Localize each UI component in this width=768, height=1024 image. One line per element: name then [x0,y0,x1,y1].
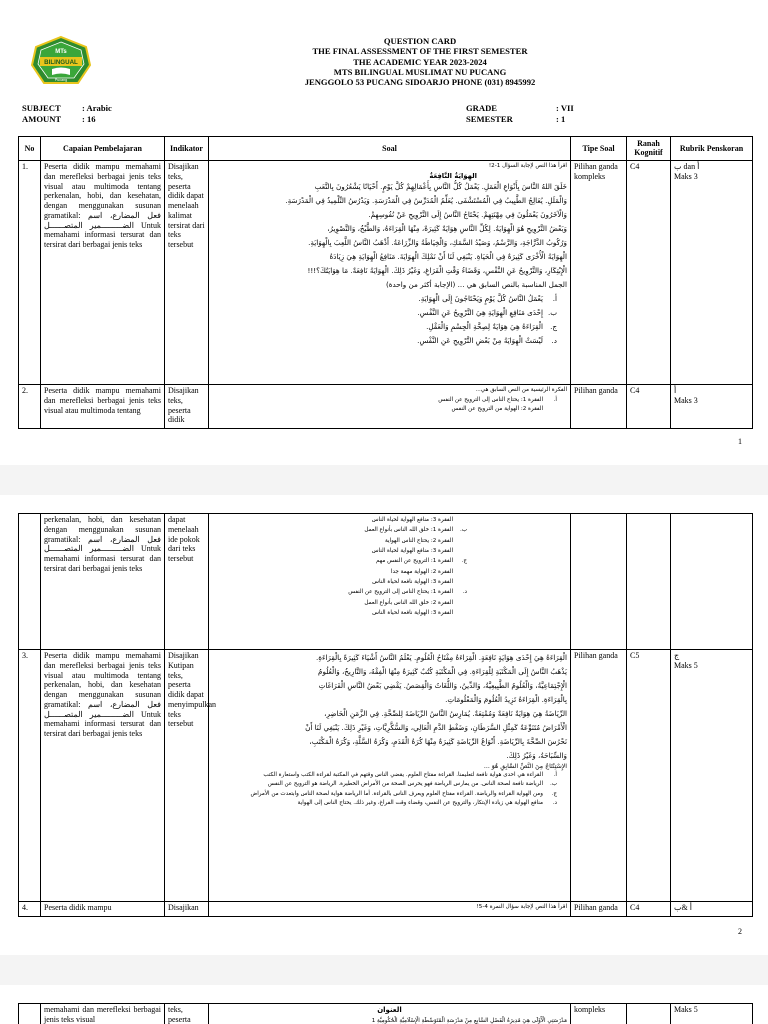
row-capaian: memahami dan merefleksi berbagai jenis teks visual [41,1004,165,1024]
table-row-question-2 [19,385,753,429]
header-line: MTS BILINGUAL MUSLIMAT NU PUCANG [333,66,507,77]
passage-line: الْهِوَايَةُ الْأُخْرَى كَثِيرَةٌ فِي الْحَيَاةِ. يَنْبَغِي لَنَا أَنْ نَمْلِكَ الْهِوَايَةَ. مَنَافِعُ الْهِوَايَةِ هِيَ زِيَادَةُ [329,251,567,261]
rubrik-score: Maks 3 [674,395,698,405]
row-rubrik [671,161,753,385]
row-rubrik [671,514,753,650]
header-tipe: Tipe Soal [571,137,627,161]
option-line: ج. الفقرة 1: الترويح عن النفس مهم [376,558,467,565]
soal-options [212,515,567,618]
option-line: ب. الفقرة 1: خلق الله الناس بأنواع العمل [364,527,467,534]
option-item: الفقرة 2: الهواية من الترويح عن النفس [451,406,543,412]
soal-question: الجمل المناسبة بالنص السابق هي ... (الإجابة أكثر من واحدة) [385,280,567,289]
question-table-page-1 [18,136,753,429]
row-indikator: Disajikan teks, peserta didik [165,385,209,429]
row-capaian: Peserta didik mampu memahami dan merefleksi berbagai jenis teks visual atau multimoda tentang perkenalan, hobi, dan kesehatan, dengan menggunakan susunan gramatikal: فعل المضارع، اسم الضـــــــــمير المتصــــــل Untuk memahami informasi tersurat dan tersirat dari berbagai jenis teks [41,161,165,385]
option-item: د. لَيْسَتْ الْهِوَايَةُ مِنْ بَعْضِ التَّرْوِيحِ عَنِ النَّفْسِ. [417,336,557,346]
row-tipe: kompleks [571,1004,627,1024]
row-no [19,514,41,650]
rubrik-answer: ب dan أ [674,162,700,171]
subject-label: SUBJECT [22,103,61,113]
grade-label: GRADE [466,103,498,113]
semester-value: : 1 [556,114,566,124]
row-soal [209,514,571,650]
passage-line: الْأَمْرَاضُ مُتَنَوِّعَةٌ كَمِثْلِ السَّرَطَانِ، وَضَغْطِ الدَّمِ الْعَالِي، وَالسُّكَّرِيَّاتِ، وَغَيْرِ ذَلِكَ. يَنْبَغِي لَنَا أَنْ [305,723,567,733]
row-no: 2. [19,385,41,429]
option-item: أ. يَعْمَلُ النَّاسُ كُلَّ يَوْمٍ وَيَحْتَاجُونَ إِلَى الْهِوَايَةِ. [418,294,557,304]
row-indikator: teks, peserta [165,1004,209,1024]
soal-instruction: اقرأ هذا النص لإجابة سؤال النمرة 4-5! [476,904,567,910]
header-line: THE ACADEMIC YEAR 2023-2024 [353,56,487,67]
document-header [150,36,690,88]
rubrik-answer: ج [674,651,680,660]
header-ranah: Ranah Kognitif [627,137,671,161]
passage-line: خَلَقَ اللهُ النَّاسَ بِأَنْوَاعِ الْعَمَلِ. يَعْمَلُ كُلُّ النَّاسِ بِأَعْمَالِهِمْ كُلَّ يَوْمٍ. أَحْيَانًا يَشْعُرُونَ بِالتَّعَبِ [314,181,567,191]
row-rubrik: أ &ب [671,902,753,917]
table-row-question-2-continued [19,514,753,650]
option-line: الفقرة 3: منافع الهواية لحياة الناس [371,517,453,523]
header-line: JENGGOLO 53 PUCANG SIDOARJO PHONE (031) 8945992 [304,77,536,88]
row-soal [209,161,571,385]
soal-question: الفكرة الرئيسية من النص السابق هي... [475,387,567,393]
passage-line: وَالْمَلَلِ. يُعَالِجُ الطَّبِيبُ فِي الْمُسْتَشْفَى. يُعَلِّمُ الْمُدَرِّسُ فِي الْمَدْرَسَةِ. وَيَدْرُسُ التِّلْمِيذُ فِي الْمَدْرَسَةِ. [285,195,567,205]
row-soal [209,902,571,917]
option-item: د. منافع الهواية هي زيادة الإبتكار، والترويح عن النفس، وقضاء وقت الفراغ، وغير ذلك. يحتاج الناس إلى الهواية [297,800,557,807]
row-rubrik: Maks 5 [671,1004,753,1024]
row-no [19,1004,41,1024]
option-item: ج. الْقِرَاءَةُ هِيَ هِوَايَةٌ لِصِحَّةِ الْجِسْمِ وَالْعَقْلِ. [426,322,557,332]
table-row-question-1 [19,161,753,385]
logo-bottom-text: Pucang [54,78,68,82]
grade-value: : VII [556,103,574,113]
soal-options [212,771,567,809]
amount-value: : 16 [82,114,96,124]
soal-passage [212,180,567,292]
row-capaian: Peserta didik mampu memahami dan merefleksi berbagai jenis teks visual atau multimoda tentang perkenalan, hobi, dan kesehatan dengan menggunakan susunan gramatikal: فعل المضارع، اسم الضـــــــــمير المتصــــــل Untuk memahami informasi tersurat dan tersirat dari berbagai jenis teks [41,650,165,902]
passage-line: يَذْهَبُ النَّاسُ إِلَى الْمَكْتَبَةِ لِلْقِرَاءَةِ. فِي الْمَكْتَبَةِ كُتُبٌ كَثِيرَةٌ مِنْهَا الْفِقْهُ، وَالتَّارِيخُ، وَالْعُلُومُ [318,667,567,677]
passage-line: مَدْرَسَتِي الْأَوْلَى هِيَ مُدِيرَةُ الْفَصْلِ السَّابِعِ مِنْ مَدْرَسَةِ الْمُتَوَسِّطَةِ الْإِسْلَامِيَّةِ الْحُكُومِيَّةِ 1 [371,1017,567,1024]
soal-question: الإِسْتِنْتَاجُ مِنَ النَّصِّ السَّابِقِ هُوَ ... [483,763,567,771]
row-rubrik [671,385,753,429]
row-no: 4. [19,902,41,917]
rubrik-score: Maks 3 [674,171,698,181]
logo-text: BILINGUAL [44,59,78,66]
table-row-question-4 [19,902,753,917]
row-ranah [627,1004,671,1024]
option-item: ب. إِحْدَى مَنَافِعِ الْهِوَايَةِ هِيَ التَّرْوِيحُ عَنِ النَّفْسِ. [417,308,557,318]
amount-label: AMOUNT [22,114,62,124]
table-header-row [19,137,753,161]
row-tipe: Pilihan ganda [571,902,627,917]
question-table-page-3 [18,1003,753,1024]
soal-title: الهِوَايَةُ النَّافِعَةُ [429,171,477,180]
row-indikator: Disajikan [165,902,209,917]
row-tipe: Pilihan ganda [571,385,627,429]
page-number: 2 [738,927,742,936]
passage-line: وَرُكُوبُ الدَّرَّاجَةِ، وَالرَّسْمُ، وَصَيْدُ السَّمَكِ، وَالْخِيَاطَةُ وَالزِّرَاعَةُ. أَذْهَبُ النَّاسُ اللَّعِبَ بِالْهِوَايَةِ. [308,237,567,247]
question-table-page-2 [18,513,753,917]
option-item: أ. القراءة هي احدى هواية نافعة لتعليمنا. القراءة مفتاح العلوم. يقضي الناس وقتهم في المكتبة لقراءة الكتب واستعارة الكتب [263,771,557,778]
option-line: الفقرة 3: منافع الهواية لحياة الناس [371,548,453,555]
subject-value: : Arabic [82,103,112,113]
row-indikator: dapat menelaah ide pokok dari teks tersebut [165,514,209,650]
soal-options [212,396,567,415]
header-indikator: Indikator [165,137,209,161]
row-ranah [627,514,671,650]
passage-line: الرِّيَاضَةُ هِيَ هِوَايَةٌ نَافِعَةٌ وَمُمْتِعَةٌ. يُمَارِسُ النَّاسُ الرِّيَاضَةَ لِلصِّحَّةِ. فِي الزَّمَنِ الْحَاضِرِ، [324,709,567,719]
passage-line: بِالْقِرَاءَةِ. الْقِرَاءَةُ تَزِيدُ الْعُلُومَ وَالْمَعْلُومَاتِ. [445,695,567,705]
semester-label: SEMESTER [466,114,513,124]
page-number: 1 [738,437,742,446]
option-line: الفقرة 2: خلق الله الناس بأنواع العمل [364,599,453,606]
passage-line: الْإِجْتِمَاعِيَّةُ، وَالْعُلُومُ الطَّبِيعِيَّةُ، وَالدِّينُ، وَاللُّغَاتُ وَالْقِصَصُ. يَقْضِي بَعْضُ النَّاسِ الْفَرَاغَاتِ [318,681,567,691]
option-line: الفقرة 2: الهواية مهمة جدا [390,568,453,575]
school-logo [30,35,92,87]
row-soal [209,1004,571,1024]
option-line: الفقرة 3: الهواية نافعة لحياة الناس [372,579,453,586]
header-capaian: Capaian Pembelajaran [41,137,165,161]
option-line: الفقرة 3: الهواية نافعة لحياة الناس [372,610,453,617]
row-soal [209,650,571,902]
rubrik-score: Maks 5 [674,660,698,670]
passage-line: وَالْآخَرُونَ يَعْمَلُونَ فِي مِهْنَتِهِمْ. يَحْتَاجُ النَّاسُ إِلَى التَّرْوِيحِ عَنْ نُفُوسِهِمْ. [368,209,567,219]
option-item: أ. الفقرة 1: يحتاج الناس إلى الترويح عن النفس [438,396,557,403]
header-soal: Soal [209,137,571,161]
row-tipe [571,514,627,650]
option-item: ب. الرياضة نافعة لصحة الناس. من يمارس الرياضة فهو يحرس الصحة من الأمراض الخطيرة. الرياضة هو الترويح عن النفس [267,781,557,788]
soal-instruction: اقرأ هذا النص لإجابة السؤال 1-2! [488,163,567,169]
header-rubrik: Rubrik Penskoran [671,137,753,161]
row-no: 1. [19,161,41,385]
option-line: الفقرة 2: يحتاج الناس الهواية [385,537,453,544]
header-no: No [19,137,41,161]
row-soal [209,385,571,429]
table-row-question-3 [19,650,753,902]
passage-line: الْقِرَاءَةُ هِيَ إِحْدَى هِوَايَةٍ نَافِعَةٍ. الْقِرَاءَةُ مِفْتَاحُ الْعُلُومِ. يَعْلَمُ النَّاسُ أَشْيَاءَ كَثِيرَةً بِالْقِرَاءَةِ. [315,653,567,662]
row-ranah: C5 [627,650,671,902]
option-line: د. الفقرة 1: يحتاج الناس إلى الترويح عن النفس [348,589,467,596]
row-tipe: Pilihan ganda kompleks [571,161,627,385]
row-ranah: C4 [627,902,671,917]
row-indikator: Disajikan Kutipan teks, peserta didik dapat menyimpulkan teks tersebut [165,650,209,902]
row-rubrik [671,650,753,902]
row-ranah: C4 [627,385,671,429]
passage-line: وَبَعْضُ التَّرْوِيحِ هُوَ الْهِوَايَةُ. لِكُلِّ النَّاسِ هِوَايَةٌ كَثِيرَةٌ، مِنْهَا الْقِرَاءَةُ، وَالطَّبْخُ، وَالتَّصْوِيرُ، [327,223,567,233]
option-item: ج. ومن الهواية القراءة والرياضة. القراءة مفتاح العلوم ويعرف الناس بالقراءة. أما الرياضة هواية لصحة الناس وابتعدت من الأمراض [250,790,557,797]
rubrik-answer: أ [674,386,677,395]
soal-title: العنوان [377,1006,402,1014]
passage-line: الْإِبْتِكَارِ، وَالتَّرْوِيحُ عَنِ النَّفْسِ، وَقَضَاءُ وَقْتِ الْفَرَاغِ، وَغَيْرُ ذَلِكَ. الْهِوَايَةُ نَافِعَةٌ. مَا هِوَايَتُكَ؟!!! [307,265,567,275]
logo-top-text: MTs [55,49,67,55]
row-capaian: perkenalan, hobi, dan kesehatan dengan menggunakan susunan gramatikal: فعل المضارع، اسم الضـــــــــمير المتصــــــل Untuk memahami informasi tersurat dan tersirat dari berbagai jenis teks [41,514,165,650]
passage-line: وَالسِّبَاحَةُ، وَغَيْرُ ذَلِكَ. [506,751,567,761]
row-no: 3. [19,650,41,902]
header-line: THE FINAL ASSESSMENT OF THE FIRST SEMESTER [312,46,528,57]
row-tipe: Pilihan ganda [571,650,627,902]
passage-line: نَحْرُسَ الصِّحَّةَ بِالرِّيَاضَةِ. أَنْوَاعُ الرِّيَاضَةِ كَثِيرَةٌ مِنْهَا كُرَةُ الْقَدَمِ، وَكُرَةُ السَّلَّةِ، وَكُرَةُ الْمَكْتَبِ، [309,737,567,747]
soal-options [212,292,567,348]
soal-passage [212,651,567,763]
table-row-question-4-continued [19,1004,753,1024]
row-indikator: Disajikan teks, peserta didik dapat menelaah kalimat tersirat dari teks tersebut [165,161,209,385]
row-ranah: C4 [627,161,671,385]
row-capaian: Peserta didik mampu [41,902,165,917]
header-line: QUESTION CARD [383,36,457,46]
row-capaian: Peserta didik mampu memahami dan merefleksi berbagai jenis teks visual atau multimoda tentang [41,385,165,429]
